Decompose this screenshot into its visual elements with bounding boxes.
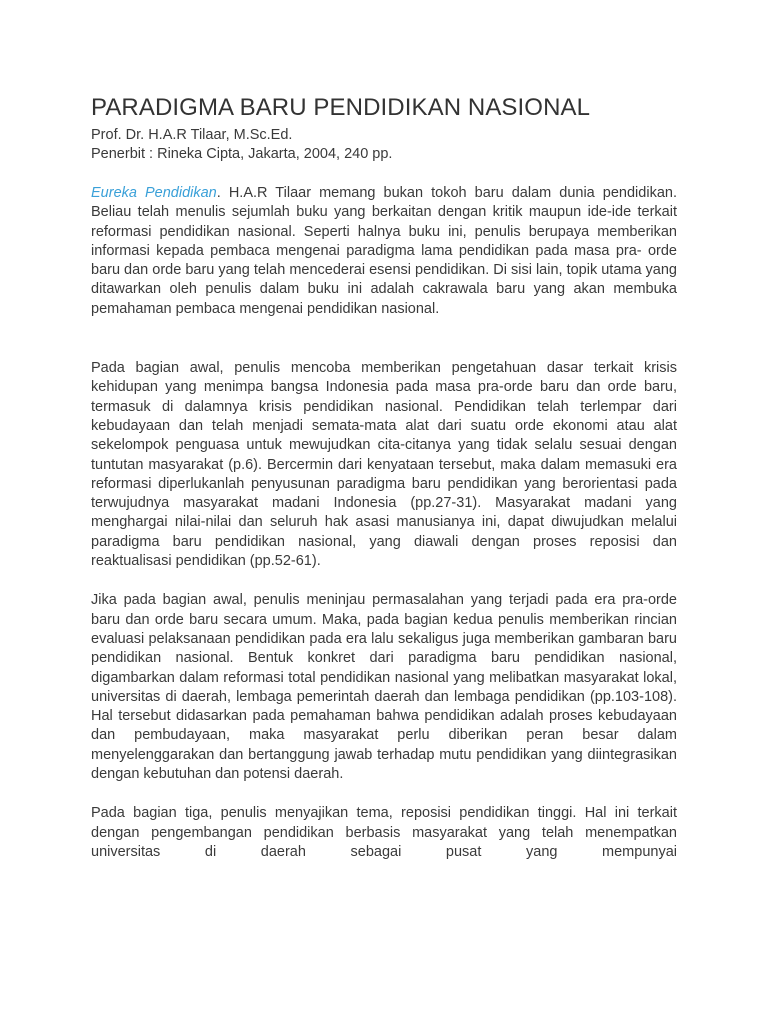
paragraph-intro	[91, 184, 677, 319]
document-title: PARADIGMA BARU PENDIDIKAN NASIONAL	[91, 94, 591, 121]
paragraph-part-three: Pada bagian tiga, penulis menyajikan tema, reposisi pendidikan tinggi. Hal ini terkait dengan pengembangan pendidikan berbasis masyarakat yang telah menempatkan universitas di daerah sebagai pusat yang mempunyai	[91, 805, 677, 860]
author-line: Prof. Dr. H.A.R Tilaar, M.Sc.Ed.	[91, 127, 293, 143]
document-page	[91, 93, 677, 862]
paragraph-intro-text: . H.A.R Tilaar memang bukan tokoh baru dalam dunia pendidikan. Beliau telah menulis sejumlah buku yang berkaitan dengan kritik maupun ide-ide terkait reformasi pendidikan nasional. Seperti halnya buku ini, penulis berupaya memberikan informasi kepada pembaca mengenai paradigma lama pendidikan pada masa pra- orde baru dan orde baru yang telah mencederai esensi pendidikan. Di sisi lain, topik utama yang ditawarkan oleh penulis dalam buku ini adalah cakrawala baru yang akan membuka pemahaman pembaca mengenai pendidikan nasional.	[91, 185, 677, 317]
paragraph-part-two: Jika pada bagian awal, penulis meninjau permasalahan yang terjadi pada era pra-orde baru dan orde baru secara umum. Maka, pada bagian kedua penulis memberikan rincian evaluasi pelaksanaan pendidikan pada era lalu sekaligus juga memberikan gambaran baru pendidikan nasional. Bentuk konkret dari paradigma baru pendidikan nasional, digambarkan dalam reformasi total pendidikan nasional yang melibatkan masyarakat lokal, universitas di daerah, lembaga pemerintah daerah dan lembaga pendidikan (pp.103-108). Hal tersebut didasarkan pada pemahaman bahwa pendidikan adalah proses kebudayaan dan pembudayaan, maka masyarakat perlu diberikan peran besar dalam menyelenggarakan dan bertanggung jawab terhadap mutu pendidikan yang diintegrasikan dengan kebutuhan dan potensi daerah.	[91, 592, 677, 783]
paragraph-part-one: Pada bagian awal, penulis mencoba memberikan pengetahuan dasar terkait krisis kehidupan yang menimpa bangsa Indonesia pada masa pra-orde baru dan orde baru, termasuk di dalamnya krisis pendidikan nasional. Pendidikan telah terlempar dari kebudayaan dan telah menjadi semata-mata alat dari suatu orde ekonomi atau alat sekelompok penguasa untuk mewujudkan cita-citanya yang tidak selalu sesuai dengan tuntutan masyarakat (p.6). Bercermin dari kenyataan tersebut, maka dalam memasuki era reformasi diperlukanlah penyusunan paradigma baru pendidikan yang berorientasi pada terwujudnya masyarakat madani Indonesia (pp.27-31). Masyarakat madani yang menghargai nilai-nilai dan seluruh hak asasi manusianya ini, dapat diwujudkan melalui paradigma baru pendidikan nasional, yang diawali dengan proses reposisi dan reaktualisasi pendidikan (pp.52-61).	[91, 360, 677, 570]
publisher-line: Penerbit : Rineka Cipta, Jakarta, 2004, 240 pp.	[91, 146, 393, 162]
paragraph-lead-link: Eureka Pendidikan	[91, 185, 217, 201]
